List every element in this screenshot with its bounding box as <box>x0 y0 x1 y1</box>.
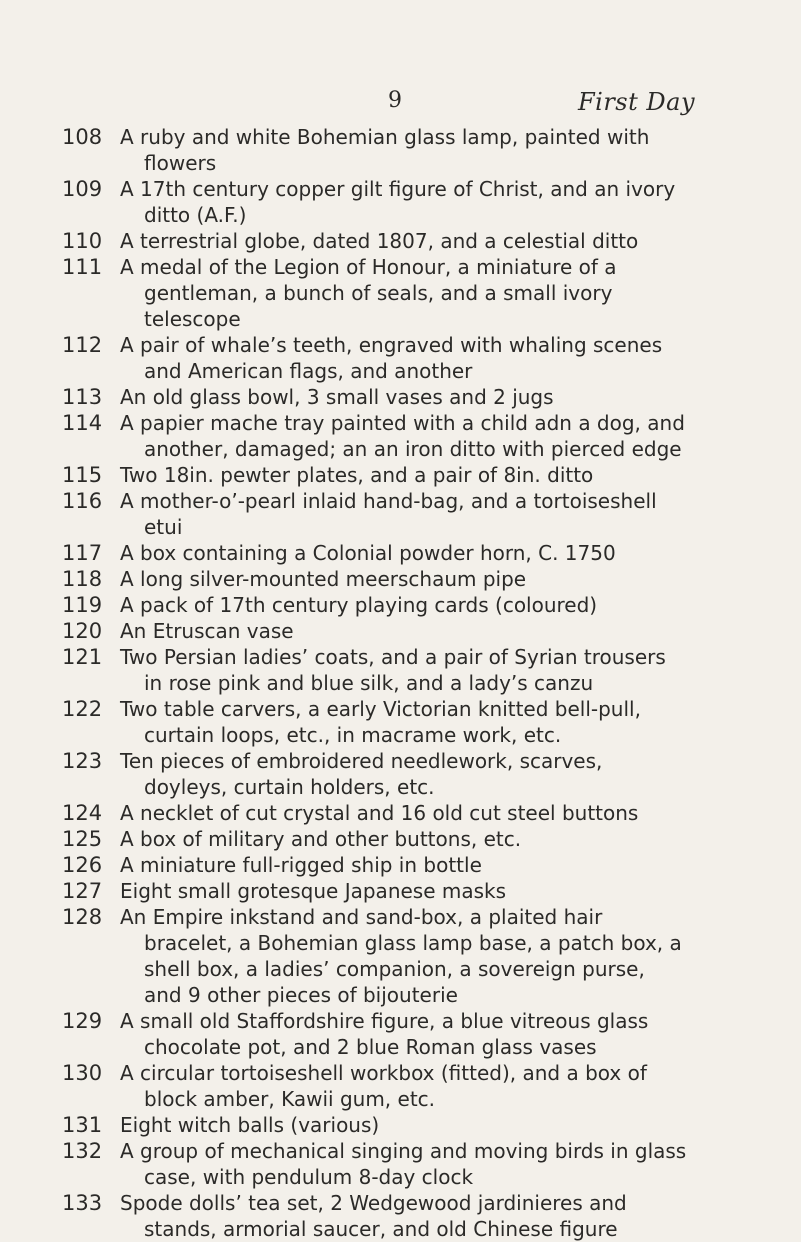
lot-description: A miniature full-rigged ship in bottle <box>120 853 482 877</box>
lot-description: A mother-o’-pearl inlaid hand-bag, and a tortoiseshell etui <box>120 489 657 539</box>
lot-description: Two 18in. pewter plates, and a pair of 8in. ditto <box>120 463 594 487</box>
lot-entry <box>0 540 801 566</box>
lot-number: 128 <box>62 905 103 929</box>
lot-number: 111 <box>62 255 103 279</box>
lot-description: A pack of 17th century playing cards (coloured) <box>120 593 598 617</box>
lot-description: Two Persian ladies’ coats, and a pair of Syrian trousers in rose pink and blue silk, and a lady’s canzu <box>120 645 666 695</box>
lot-entry <box>0 332 801 384</box>
lot-entry <box>0 410 801 462</box>
lot-list <box>0 124 801 1242</box>
lot-description: An old glass bowl, 3 small vases and 2 jugs <box>120 385 554 409</box>
lot-entry <box>0 1112 801 1138</box>
lot-number: 110 <box>62 229 103 253</box>
lot-entry <box>0 618 801 644</box>
lot-description: A ruby and white Bohemian glass lamp, painted with flowers <box>120 125 650 175</box>
lot-number: 108 <box>62 125 103 149</box>
lot-number: 124 <box>62 801 103 825</box>
lot-description: Eight small grotesque Japanese masks <box>120 879 507 903</box>
lot-number: 115 <box>62 463 103 487</box>
lot-description: An Empire inkstand and sand-box, a plaited hair bracelet, a Bohemian glass lamp base, a patch box, a shell box, a ladies’ companion, a sovereign purse, and 9 other pieces of bijouterie <box>120 905 682 1007</box>
lot-number: 125 <box>62 827 103 851</box>
lot-entry <box>0 228 801 254</box>
lot-entry <box>0 592 801 618</box>
lot-description: A box containing a Colonial powder horn, C. 1750 <box>120 541 616 565</box>
lot-entry <box>0 878 801 904</box>
lot-number: 114 <box>62 411 103 435</box>
lot-entry <box>0 1008 801 1060</box>
lot-description: A medal of the Legion of Honour, a miniature of a gentleman, a bunch of seals, and a small ivory telescope <box>120 255 617 331</box>
running-title: First Day <box>578 88 695 116</box>
page-number: 9 <box>388 88 402 113</box>
lot-entry <box>0 176 801 228</box>
page-header <box>0 88 801 118</box>
lot-number: 131 <box>62 1113 103 1137</box>
lot-entry <box>0 1190 801 1242</box>
lot-description: Spode dolls’ tea set, 2 Wedgewood jardinieres and stands, armorial saucer, and old Chinese figure <box>120 1191 627 1241</box>
lot-number: 127 <box>62 879 103 903</box>
lot-entry <box>0 1060 801 1112</box>
lot-number: 133 <box>62 1191 103 1215</box>
lot-number: 119 <box>62 593 103 617</box>
lot-number: 122 <box>62 697 103 721</box>
lot-entry <box>0 462 801 488</box>
lot-description: Ten pieces of embroidered needlework, scarves, doyleys, curtain holders, etc. <box>120 749 603 799</box>
lot-entry <box>0 254 801 332</box>
lot-description: A necklet of cut crystal and 16 old cut steel buttons <box>120 801 639 825</box>
lot-number: 126 <box>62 853 103 877</box>
lot-description: A small old Staffordshire figure, a blue vitreous glass chocolate pot, and 2 blue Roman glass vases <box>120 1009 649 1059</box>
lot-number: 123 <box>62 749 103 773</box>
lot-description: A papier mache tray painted with a child adn a dog, and another, damaged; an an iron ditto with pierced edge <box>120 411 685 461</box>
lot-number: 129 <box>62 1009 103 1033</box>
lot-number: 116 <box>62 489 103 513</box>
lot-description: Eight witch balls (various) <box>120 1113 380 1137</box>
lot-entry <box>0 1138 801 1190</box>
lot-entry <box>0 644 801 696</box>
lot-number: 109 <box>62 177 103 201</box>
lot-entry <box>0 696 801 748</box>
lot-entry <box>0 124 801 176</box>
lot-number: 120 <box>62 619 103 643</box>
lot-description: An Etruscan vase <box>120 619 294 643</box>
lot-entry <box>0 566 801 592</box>
lot-number: 113 <box>62 385 103 409</box>
lot-entry <box>0 384 801 410</box>
lot-description: A box of military and other buttons, etc. <box>120 827 522 851</box>
lot-number: 117 <box>62 541 103 565</box>
lot-entry <box>0 852 801 878</box>
lot-description: A terrestrial globe, dated 1807, and a celestial ditto <box>120 229 639 253</box>
lot-description: A long silver-mounted meerschaum pipe <box>120 567 527 591</box>
lot-description: A 17th century copper gilt figure of Christ, and an ivory ditto (A.F.) <box>120 177 676 227</box>
lot-entry <box>0 748 801 800</box>
lot-entry <box>0 904 801 1008</box>
lot-number: 121 <box>62 645 103 669</box>
lot-entry <box>0 800 801 826</box>
lot-description: A group of mechanical singing and moving birds in glass case, with pendulum 8-day clock <box>120 1139 687 1189</box>
lot-number: 130 <box>62 1061 103 1085</box>
lot-number: 118 <box>62 567 103 591</box>
lot-entry <box>0 488 801 540</box>
lot-number: 112 <box>62 333 103 357</box>
lot-description: A pair of whale’s teeth, engraved with whaling scenes and American flags, and another <box>120 333 663 383</box>
lot-description: Two table carvers, a early Victorian knitted bell-pull, curtain loops, etc., in macrame work, etc. <box>120 697 641 747</box>
lot-entry <box>0 826 801 852</box>
lot-number: 132 <box>62 1139 103 1163</box>
lot-description: A circular tortoiseshell workbox (fitted), and a box of block amber, Kawii gum, etc. <box>120 1061 647 1111</box>
